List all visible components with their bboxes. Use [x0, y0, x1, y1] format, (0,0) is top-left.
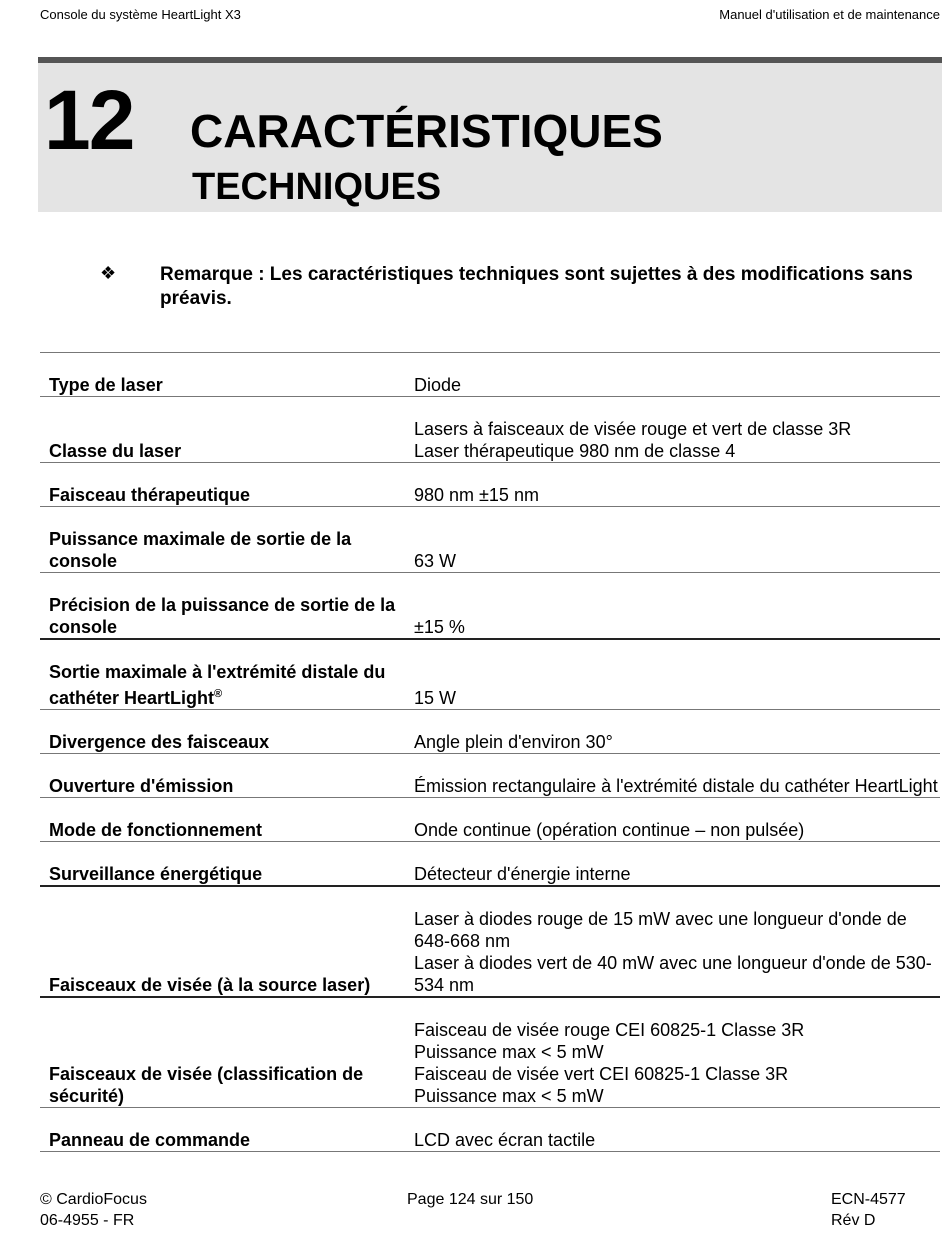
- spec-label-text: Puissance maximale de sortie de la console: [49, 529, 352, 571]
- spec-value-line: Diode: [414, 375, 462, 395]
- table-row: [40, 842, 940, 887]
- spec-value-line: Onde continue (opération continue – non pulsée): [414, 820, 805, 840]
- footer-copyright: © CardioFocus: [40, 1191, 147, 1208]
- footer-doc-number: 06-4955 - FR: [40, 1212, 135, 1229]
- spec-label: [40, 507, 414, 573]
- spec-label-text: Mode de fonctionnement: [49, 820, 262, 840]
- spec-label-text: Ouverture d'émission: [49, 776, 234, 796]
- spec-value-line: Angle plein d'environ 30°: [414, 732, 613, 752]
- spec-label-text: Classe du laser: [49, 441, 182, 461]
- spec-label: [40, 573, 414, 640]
- note-text: Remarque : Les caractéristiques techniques sont sujettes à des modifications sans préavis.: [160, 264, 913, 309]
- spec-label-text: Sortie maximale à l'extrémité distale du cathéter HeartLight: [49, 662, 386, 708]
- table-row: [40, 886, 940, 997]
- spec-value: [414, 353, 940, 397]
- spec-value-line: Laser à diodes rouge de 15 mW avec une longueur d'onde de 648-668 nm: [414, 909, 907, 951]
- registered-trademark-mark: ®: [214, 688, 223, 700]
- chapter-title-line1: CARACTÉRISTIQUES: [190, 105, 663, 157]
- spec-value-line: ±15 %: [414, 617, 465, 637]
- spec-label-text: Faisceaux de visée (à la source laser): [49, 975, 371, 995]
- running-header-right: Manuel d'utilisation et de maintenance: [719, 7, 940, 22]
- spec-value-line: 63 W: [414, 551, 457, 571]
- running-header-left: Console du système HeartLight X3: [40, 7, 241, 22]
- spec-label: [40, 997, 414, 1108]
- spec-value-line: Faisceau de visée vert CEI 60825-1 Classe 3R: [414, 1064, 789, 1084]
- footer-revision: Rév D: [831, 1212, 876, 1229]
- spec-value-line: 980 nm ±15 nm: [414, 485, 539, 505]
- spec-label-text: Divergence des faisceaux: [49, 732, 270, 752]
- table-row: [40, 710, 940, 754]
- spec-label-text: Faisceau thérapeutique: [49, 485, 251, 505]
- table-row: [40, 463, 940, 507]
- table-row: [40, 353, 940, 397]
- specifications-table: [40, 352, 940, 1152]
- spec-value-line: Détecteur d'énergie interne: [414, 864, 631, 884]
- spec-value-line: Faisceau de visée rouge CEI 60825-1 Classe 3R: [414, 1020, 805, 1040]
- spec-label-text: Type de laser: [49, 375, 163, 395]
- spec-label: [40, 1108, 414, 1152]
- diamond-bullet-icon: ❖: [100, 263, 117, 283]
- footer-page-number: [407, 1189, 533, 1210]
- spec-label: [40, 710, 414, 754]
- spec-value-line: Lasers à faisceaux de visée rouge et vert de classe 3R: [414, 419, 852, 439]
- table-row: [40, 997, 940, 1108]
- spec-value: [414, 397, 940, 463]
- table-row: [40, 573, 940, 640]
- spec-label: [40, 886, 414, 997]
- spec-value-line: Puissance max < 5 mW: [414, 1042, 604, 1062]
- chapter-top-rule: [38, 57, 942, 63]
- table-row: [40, 639, 940, 710]
- footer-ecn: ECN-4577: [831, 1191, 906, 1208]
- chapter-title: [190, 103, 663, 215]
- table-row: [40, 798, 940, 842]
- footer-left: [40, 1189, 147, 1231]
- spec-value-line: Laser à diodes vert de 40 mW avec une longueur d'onde de 530-534 nm: [414, 953, 932, 995]
- spec-value: [414, 463, 940, 507]
- spec-value: [414, 573, 940, 640]
- table-row: [40, 507, 940, 573]
- spec-value: [414, 798, 940, 842]
- spec-value: [414, 842, 940, 887]
- spec-value-line: Émission rectangulaire à l'extrémité distale du cathéter HeartLight: [414, 776, 938, 796]
- spec-label-text: Faisceaux de visée (classification de sécurité): [49, 1064, 364, 1106]
- table-row: [40, 754, 940, 798]
- spec-label-text: Surveillance énergétique: [49, 864, 263, 884]
- chapter-title-line2: TECHNIQUES: [192, 166, 442, 208]
- spec-value: [414, 997, 940, 1108]
- spec-label: [40, 798, 414, 842]
- spec-value: [414, 507, 940, 573]
- spec-value: [414, 710, 940, 754]
- spec-label: [40, 639, 414, 710]
- spec-label: [40, 754, 414, 798]
- table-row: [40, 1108, 940, 1152]
- spec-value-line: Laser thérapeutique 980 nm de classe 4: [414, 441, 736, 461]
- spec-value-line: LCD avec écran tactile: [414, 1130, 596, 1150]
- spec-value: [414, 886, 940, 997]
- spec-value-line: 15 W: [414, 688, 457, 708]
- footer-right: [831, 1189, 906, 1231]
- spec-label: [40, 463, 414, 507]
- spec-label: [40, 842, 414, 887]
- spec-label: [40, 353, 414, 397]
- spec-label-text: Panneau de commande: [49, 1130, 251, 1150]
- table-row: [40, 397, 940, 463]
- spec-label: [40, 397, 414, 463]
- spec-label-text: Précision de la puissance de sortie de la console: [49, 595, 396, 637]
- spec-value: [414, 754, 940, 798]
- spec-value: [414, 639, 940, 710]
- chapter-number: 12: [44, 73, 134, 167]
- spec-value: [414, 1108, 940, 1152]
- spec-value-line: Puissance max < 5 mW: [414, 1086, 604, 1106]
- footer-page: Page 124 sur 150: [407, 1191, 534, 1208]
